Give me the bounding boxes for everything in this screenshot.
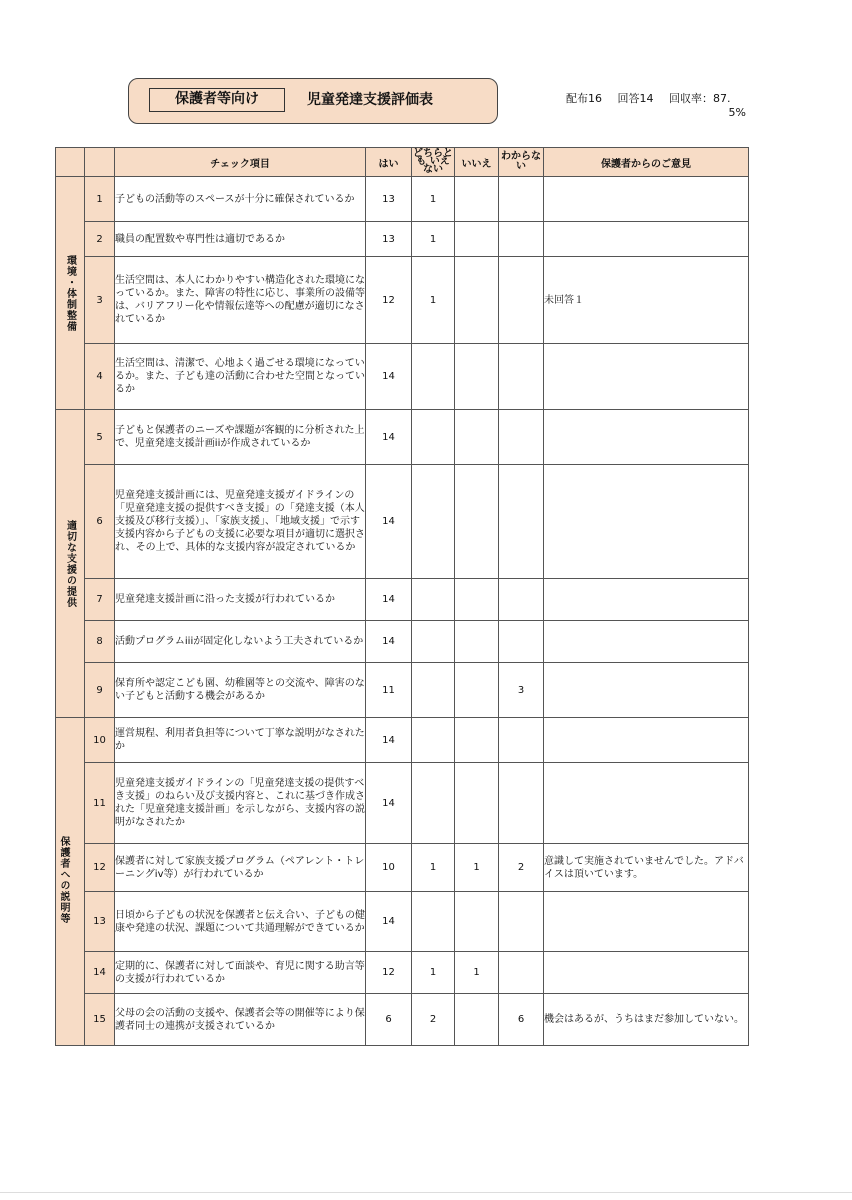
neither-count (412, 892, 455, 952)
header-no: いいえ (455, 148, 499, 177)
neither-count: 1 (412, 257, 455, 344)
no-count (455, 892, 499, 952)
check-item: 生活空間は、本人にわかりやすい構造化された環境になっているか。また、障害の特性に応じ、事業所の設備等は、バリアフリー化や情報伝達等への配慮が適切になされているか (115, 257, 366, 344)
row-number: 3 (85, 257, 115, 344)
yes-count: 12 (366, 257, 412, 344)
unknown-count (499, 621, 544, 663)
no-count (455, 465, 499, 579)
response-count: 回答14 (617, 92, 654, 105)
yes-count: 14 (366, 763, 412, 844)
unknown-count (499, 465, 544, 579)
parent-opinion (544, 410, 749, 465)
neither-count (412, 663, 455, 718)
table-row (56, 892, 749, 952)
check-item: 運営規程、利用者負担等について丁寧な説明がなされたか (115, 718, 366, 763)
header-row (56, 148, 749, 177)
parent-opinion: 機会はあるが、うちはまだ参加していない。 (544, 994, 749, 1046)
row-number: 9 (85, 663, 115, 718)
page-title: 児童発達支援評価表 (307, 92, 433, 108)
neither-count (412, 579, 455, 621)
unknown-count (499, 222, 544, 257)
header-unknown: わからな い (499, 148, 544, 177)
unknown-count (499, 952, 544, 994)
no-count (455, 257, 499, 344)
category-environment: 環境・体制整備 (56, 177, 85, 410)
no-count (455, 621, 499, 663)
neither-count: 1 (412, 952, 455, 994)
yes-count: 10 (366, 844, 412, 892)
no-count: 1 (455, 952, 499, 994)
check-item: 保育所や認定こども園、幼稚園等との交流や、障害のない子どもと活動する機会があるか (115, 663, 366, 718)
no-count: 1 (455, 844, 499, 892)
table-row (56, 994, 749, 1046)
neither-count (412, 718, 455, 763)
header-num (85, 148, 115, 177)
unknown-count: 6 (499, 994, 544, 1046)
neither-count (412, 621, 455, 663)
parent-opinion (544, 579, 749, 621)
unknown-count (499, 410, 544, 465)
no-count (455, 994, 499, 1046)
no-count (455, 663, 499, 718)
check-item: 保護者に対して家族支援プログラム（ペアレント・トレーニングiv等）が行われているか (115, 844, 366, 892)
check-item: 児童発達支援ガイドラインの「児童発達支援の提供すべき支援」のねらい及び支援内容と、これに基づき作成された「児童発達支援計画」を示しながら、支援内容の説明がなされたか (115, 763, 366, 844)
check-item: 子どもの活動等のスペースが十分に確保されているか (115, 177, 366, 222)
distributed-count: 配布16 (566, 92, 602, 105)
neither-count (412, 465, 455, 579)
yes-count: 14 (366, 718, 412, 763)
parent-opinion (544, 621, 749, 663)
yes-count: 11 (366, 663, 412, 718)
yes-count: 14 (366, 892, 412, 952)
check-item: 父母の会の活動の支援や、保護者会等の開催等により保護者同士の連携が支援されているか (115, 994, 366, 1046)
neither-count: 1 (412, 177, 455, 222)
header-neither: どちらとも いえない (413, 148, 453, 175)
collection-rate: 回収率：87. (669, 92, 731, 105)
yes-count: 6 (366, 994, 412, 1046)
unknown-count: 2 (499, 844, 544, 892)
parent-opinion (544, 718, 749, 763)
row-number: 15 (85, 994, 115, 1046)
table-row (56, 344, 749, 410)
parent-opinion (544, 663, 749, 718)
check-item: 児童発達支援計画には、児童発達支援ガイドラインの「児童発達支援の提供すべき支援」の「発達支援（本人支援及び移行支援）」、「家族支援」、「地域支援」で示す支援内容から子どもの支援に必要な項目が適切に選択され、その上で、具体的な支援内容が設定されているか (115, 465, 366, 579)
row-number: 13 (85, 892, 115, 952)
parent-opinion (544, 892, 749, 952)
table-row (56, 952, 749, 994)
no-count (455, 763, 499, 844)
row-number: 12 (85, 844, 115, 892)
parent-opinion (544, 222, 749, 257)
page-edge-line (0, 1192, 852, 1193)
yes-count: 13 (366, 177, 412, 222)
check-item: 定期的に、保護者に対して面談や、育児に関する助言等の支援が行われているか (115, 952, 366, 994)
row-number: 10 (85, 718, 115, 763)
no-count (455, 177, 499, 222)
no-count (455, 579, 499, 621)
row-number: 4 (85, 344, 115, 410)
yes-count: 14 (366, 344, 412, 410)
yes-count: 14 (366, 410, 412, 465)
no-count (455, 344, 499, 410)
table-row (56, 621, 749, 663)
neither-count: 2 (412, 994, 455, 1046)
table-row (56, 177, 749, 222)
row-number: 11 (85, 763, 115, 844)
row-number: 8 (85, 621, 115, 663)
check-item: 職員の配置数や専門性は適切であるか (115, 222, 366, 257)
audience-label: 保護者等向け (149, 88, 285, 112)
no-count (455, 222, 499, 257)
parent-opinion: 意識して実施されていませんでした。アドバイスは頂いています。 (544, 844, 749, 892)
neither-count (412, 410, 455, 465)
unknown-count: 3 (499, 663, 544, 718)
yes-count: 14 (366, 579, 412, 621)
unknown-count (499, 344, 544, 410)
table-row (56, 222, 749, 257)
check-item: 日頃から子どもの状況を保護者と伝え合い、子どもの健康や発達の状況、課題について共通理解ができているか (115, 892, 366, 952)
no-count (455, 718, 499, 763)
row-number: 1 (85, 177, 115, 222)
neither-count (412, 763, 455, 844)
unknown-count (499, 177, 544, 222)
yes-count: 12 (366, 952, 412, 994)
header-check-item: チェック項目 (115, 148, 366, 177)
yes-count: 14 (366, 621, 412, 663)
title-box (128, 78, 498, 124)
unknown-count (499, 892, 544, 952)
row-number: 5 (85, 410, 115, 465)
header-yes: はい (366, 148, 412, 177)
check-item: 子どもと保護者のニーズや課題が客観的に分析された上で、児童発達支援計画iiが作成されているか (115, 410, 366, 465)
table-row (56, 410, 749, 465)
category-support: 適切な支援の提供 (56, 410, 85, 718)
parent-opinion (544, 177, 749, 222)
table-row (56, 718, 749, 763)
table-row (56, 579, 749, 621)
check-item: 児童発達支援計画に沿った支援が行われているか (115, 579, 366, 621)
row-number: 2 (85, 222, 115, 257)
header-category (56, 148, 85, 177)
table-row (56, 844, 749, 892)
unknown-count (499, 718, 544, 763)
parent-opinion (544, 763, 749, 844)
row-number: 7 (85, 579, 115, 621)
yes-count: 13 (366, 222, 412, 257)
parent-opinion (544, 465, 749, 579)
category-explanation: 保護者への説明等 (56, 718, 85, 1046)
neither-count (412, 344, 455, 410)
response-stats (566, 92, 756, 120)
evaluation-table (55, 147, 749, 1046)
row-number: 6 (85, 465, 115, 579)
parent-opinion (544, 344, 749, 410)
parent-opinion: 未回答１ (544, 257, 749, 344)
no-count (455, 410, 499, 465)
collection-rate-cont: 5% (728, 106, 746, 119)
check-item: 活動プログラムiiiが固定化しないよう工夫されているか (115, 621, 366, 663)
table-row (56, 763, 749, 844)
table-row (56, 663, 749, 718)
check-item: 生活空間は、清潔で、心地よく過ごせる環境になっているか。また、子ども達の活動に合わせた空間となっているか (115, 344, 366, 410)
unknown-count (499, 579, 544, 621)
neither-count: 1 (412, 222, 455, 257)
unknown-count (499, 257, 544, 344)
yes-count: 14 (366, 465, 412, 579)
unknown-count (499, 763, 544, 844)
neither-count: 1 (412, 844, 455, 892)
table-row (56, 257, 749, 344)
header-opinion: 保護者からのご意見 (544, 148, 749, 177)
row-number: 14 (85, 952, 115, 994)
parent-opinion (544, 952, 749, 994)
table-row (56, 465, 749, 579)
